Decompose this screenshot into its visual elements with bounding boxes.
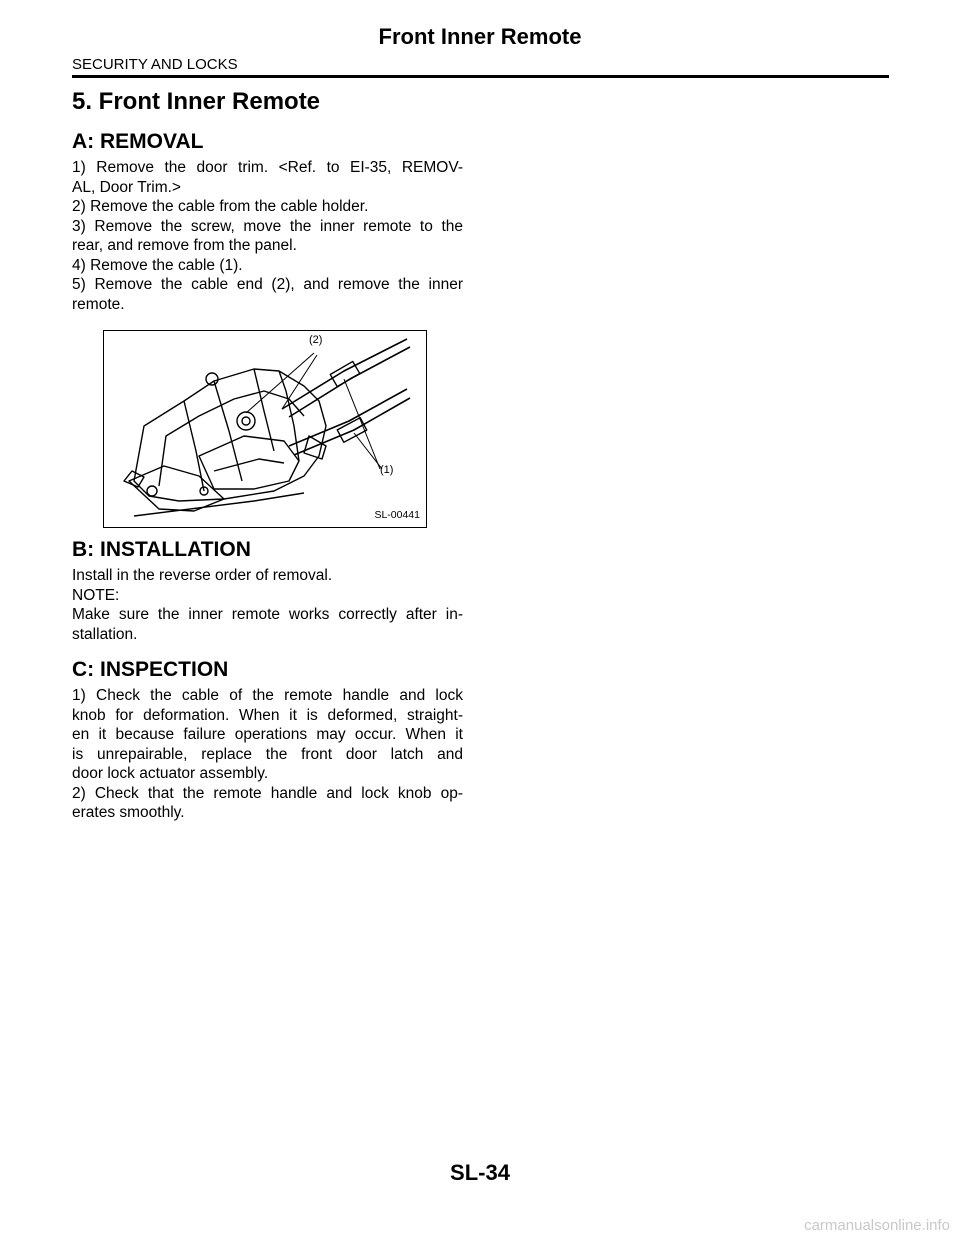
page-number: SL-34 — [450, 1160, 510, 1185]
inner-remote-figure — [103, 330, 427, 528]
removal-line: 5) Remove the cable end (2), and remove the inner — [72, 276, 463, 293]
inspection-line: is unrepairable, replace the front door latch and — [72, 745, 463, 763]
main-title: 5. Front Inner Remote — [72, 88, 321, 115]
inspection-line: door lock actuator assembly. — [72, 765, 269, 782]
removal-line: 4) Remove the cable (1). — [72, 256, 243, 274]
header-section: SECURITY AND LOCKS — [72, 56, 238, 73]
inner-remote-illustration — [104, 331, 426, 527]
removal-steps — [72, 158, 463, 314]
installation-heading: B: INSTALLATION — [72, 538, 251, 561]
inspection-heading: C: INSPECTION — [72, 658, 229, 681]
removal-line: AL, Door Trim.> — [72, 178, 181, 196]
removal-line: 2) Remove the cable from the cable holder. — [72, 198, 369, 215]
callout-cable: (1) — [380, 464, 394, 476]
inspection-line: knob for deformation. When it is deformed, straight- — [72, 706, 463, 724]
removal-line: 1) Remove the door trim. <Ref. to EI-35, REMOV- — [72, 159, 463, 176]
note-line: stallation. — [72, 625, 138, 643]
figure-code: SL-00441 — [374, 509, 420, 521]
installation-text: Install in the reverse order of removal. — [72, 567, 333, 584]
watermark: carmanualsonline.info — [804, 1217, 950, 1234]
header-title: Front Inner Remote — [378, 24, 582, 49]
inspection-steps — [72, 686, 463, 823]
removal-line: remote. — [72, 295, 125, 313]
inspection-line: 1) Check the cable of the remote handle and lock — [72, 687, 463, 704]
inspection-line: 2) Check that the remote handle and lock knob op- — [72, 784, 463, 802]
inspection-line: erates smoothly. — [72, 804, 185, 821]
removal-line: rear, and remove from the panel. — [72, 237, 297, 254]
callout-cable-end: (2) — [309, 334, 323, 346]
header-rule — [72, 75, 889, 78]
note-label: NOTE: — [72, 586, 120, 604]
inspection-line: en it because failure operations may occur. When it — [72, 726, 463, 743]
removal-heading: A: REMOVAL — [72, 130, 204, 153]
note-line: Make sure the inner remote works correctly after in- — [72, 606, 463, 623]
content-column — [72, 86, 463, 823]
removal-line: 3) Remove the screw, move the inner remote to the — [72, 217, 463, 235]
